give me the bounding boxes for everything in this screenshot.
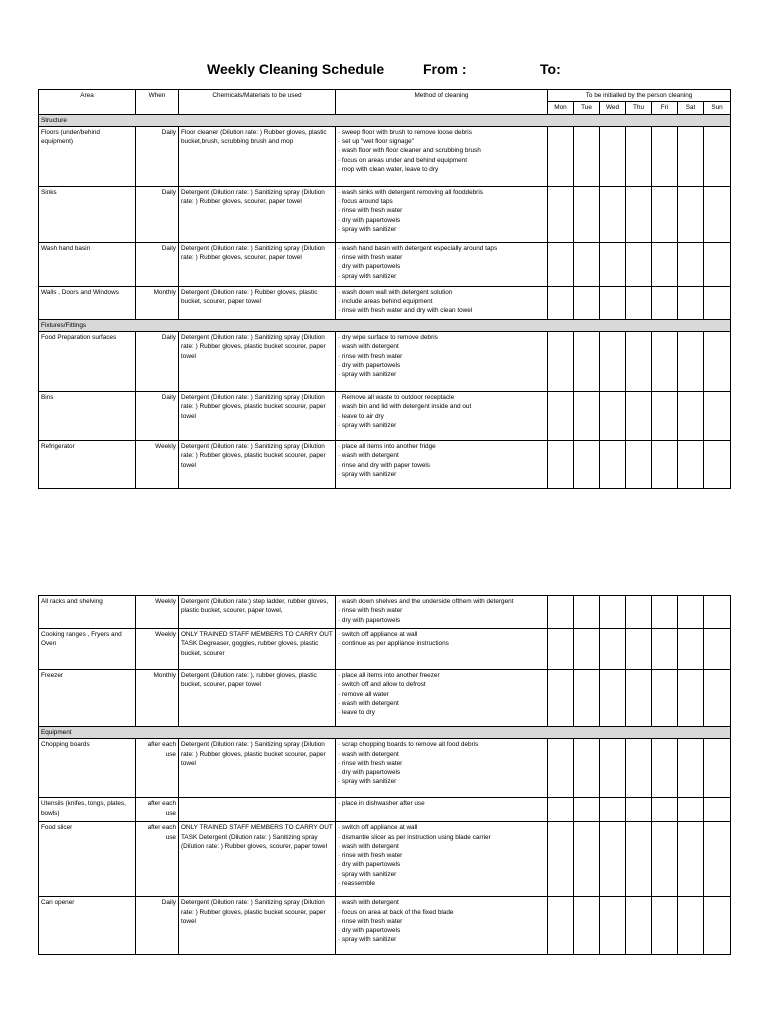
method-step: · wash bin and lid with detergent inside and out [338, 402, 545, 411]
initial-cell-tue[interactable] [574, 186, 600, 242]
initial-cell-wed[interactable] [600, 242, 626, 286]
initial-cell-thu[interactable] [626, 242, 652, 286]
chemicals-cell: Detergent (Dilution rate: ) Sanitizing spray (Dilution rate: ) Rubber gloves, scourer, paper towel [179, 242, 336, 286]
header-chemicals: Chemicals/Materials to be used [179, 90, 336, 115]
method-step: · dry with papertowels [338, 616, 545, 625]
method-step: · scrap chopping boards to remove all food debris [338, 740, 545, 749]
method-cell [336, 897, 548, 955]
initial-cell-mon[interactable] [548, 126, 574, 186]
chemicals-cell: Floor cleaner (Dilution rate: ) Rubber gloves, plastic bucket,brush, scrubbing brush and mop [179, 126, 336, 186]
initial-cell-mon[interactable] [548, 441, 574, 489]
from-label: From : [423, 61, 467, 77]
table-row [39, 286, 731, 319]
initial-cell-sat[interactable] [678, 822, 704, 897]
area-cell: Refrigerator [39, 441, 136, 489]
method-step: · include areas behind equipment [338, 297, 545, 306]
table-row [39, 822, 731, 897]
area-cell: Food slicer [39, 822, 136, 897]
method-step: · rinse and dry with paper towels [338, 461, 545, 470]
initial-cell-fri[interactable] [652, 392, 678, 441]
when-cell: Monthly [136, 286, 179, 319]
header-when: When [136, 90, 179, 115]
initial-cell-wed[interactable] [600, 332, 626, 392]
initial-cell-tue[interactable] [574, 441, 600, 489]
initial-cell-sun[interactable] [704, 596, 731, 629]
method-step: · spray with sanitizer [338, 272, 545, 281]
method-step: · wash floor with floor cleaner and scrubbing brush [338, 146, 545, 155]
when-cell: Weekly [136, 441, 179, 489]
chemicals-cell [179, 798, 336, 822]
initial-cell-fri[interactable] [652, 897, 678, 955]
method-step: · spray with sanitizer [338, 370, 545, 379]
initial-cell-mon[interactable] [548, 332, 574, 392]
initial-cell-sat[interactable] [678, 629, 704, 670]
initial-cell-mon[interactable] [548, 186, 574, 242]
initial-cell-wed[interactable] [600, 629, 626, 670]
table-row [39, 441, 731, 489]
chemicals-cell: ONLY TRAINED STAFF MEMBERS TO CARRY OUT TASK Detergent (Dilution rate: ) Sanitizing spray (Dilution rate: ) Rubber gloves, scourer, paper towel [179, 822, 336, 897]
method-cell [336, 739, 548, 798]
method-step: · rinse with fresh water [338, 352, 545, 361]
table-row [39, 596, 731, 629]
when-cell: after each use [136, 798, 179, 822]
method-cell [336, 441, 548, 489]
chemicals-cell: Detergent (Dilution rate: ) Rubber gloves, plastic bucket, scourer, paper towel [179, 286, 336, 319]
area-cell: Chopping boards [39, 739, 136, 798]
initial-cell-wed[interactable] [600, 186, 626, 242]
initial-cell-sun[interactable] [704, 392, 731, 441]
method-step: · rinse with fresh water [338, 606, 545, 615]
initial-cell-tue[interactable] [574, 286, 600, 319]
method-step: · dry with papertowels [338, 926, 545, 935]
table-row [39, 186, 731, 242]
header-area: Area [39, 90, 136, 115]
initial-cell-sat[interactable] [678, 126, 704, 186]
initial-cell-sun[interactable] [704, 670, 731, 727]
method-step: · wash hand basin with detergent especially around taps [338, 244, 545, 253]
method-step: · spray with sanitizer [338, 421, 545, 430]
method-cell [336, 186, 548, 242]
initial-cell-sat[interactable] [678, 897, 704, 955]
initial-cell-wed[interactable] [600, 441, 626, 489]
method-cell [336, 242, 548, 286]
table-row [39, 126, 731, 186]
initial-cell-thu[interactable] [626, 629, 652, 670]
initial-cell-thu[interactable] [626, 822, 652, 897]
method-step: · sweep floor with brush to remove loose debris [338, 128, 545, 137]
initial-cell-sat[interactable] [678, 670, 704, 727]
header-day: Thu [626, 102, 652, 114]
method-step: · Remove all waste to outdoor receptacle [338, 393, 545, 402]
header-day: Sun [704, 102, 731, 114]
schedule-table-1 [38, 89, 731, 489]
method-step: · mop with clean water, leave to dry [338, 165, 545, 174]
initial-cell-wed[interactable] [600, 739, 626, 798]
initial-cell-fri[interactable] [652, 822, 678, 897]
method-step: · spray with sanitizer [338, 935, 545, 944]
initial-cell-wed[interactable] [600, 126, 626, 186]
initial-cell-sat[interactable] [678, 798, 704, 822]
area-cell: Bins [39, 392, 136, 441]
area-cell: Can opener [39, 897, 136, 955]
method-cell [336, 670, 548, 727]
table-row [39, 798, 731, 822]
initial-cell-thu[interactable] [626, 392, 652, 441]
initial-cell-thu[interactable] [626, 897, 652, 955]
initial-cell-tue[interactable] [574, 822, 600, 897]
header-day: Mon [548, 102, 574, 114]
area-cell: Floors (under/behind equipment) [39, 126, 136, 186]
method-cell [336, 286, 548, 319]
method-step: · place all items into another fridge [338, 442, 545, 451]
method-step: · wash with detergent [338, 451, 545, 460]
initial-cell-sun[interactable] [704, 286, 731, 319]
header-method: Method of cleaning [336, 90, 548, 115]
method-step: · switch off appliance at wall [338, 823, 545, 832]
method-cell [336, 596, 548, 629]
table-1-body [39, 114, 731, 489]
initial-cell-thu[interactable] [626, 441, 652, 489]
when-cell: after each use [136, 822, 179, 897]
initial-cell-fri[interactable] [652, 739, 678, 798]
chemicals-cell: Detergent (Dilution rate: ) Sanitizing spray (Dilution rate: ) Rubber gloves, plastic bucket scourer, paper towel [179, 739, 336, 798]
table-row [39, 332, 731, 392]
initial-cell-thu[interactable] [626, 596, 652, 629]
initial-cell-wed[interactable] [600, 822, 626, 897]
method-step: · place in dishwasher after use [338, 799, 545, 808]
when-cell: after each use [136, 739, 179, 798]
when-cell: Daily [136, 897, 179, 955]
method-step: · dry wipe surface to remove debris [338, 333, 545, 342]
initial-cell-fri[interactable] [652, 441, 678, 489]
method-cell [336, 822, 548, 897]
initial-cell-thu[interactable] [626, 126, 652, 186]
initial-cell-sat[interactable] [678, 332, 704, 392]
chemicals-cell: Detergent (Dilution rate: ) Sanitizing spray (Dilution rate: ) Rubber gloves, plastic bucket scourer, paper towel [179, 897, 336, 955]
table-2-body [39, 596, 731, 955]
chemicals-cell: Detergent (Dilution rate: ) Sanitizing spray (Dilution rate: ) Rubber gloves, plastic bucket scourer, paper towel [179, 332, 336, 392]
initial-cell-thu[interactable] [626, 670, 652, 727]
method-step: · wash sinks with detergent removing all fooddebris [338, 188, 545, 197]
initial-cell-sun[interactable] [704, 242, 731, 286]
when-cell: Daily [136, 186, 179, 242]
initial-cell-wed[interactable] [600, 670, 626, 727]
method-cell [336, 126, 548, 186]
method-cell [336, 392, 548, 441]
initial-cell-mon[interactable] [548, 596, 574, 629]
initial-cell-tue[interactable] [574, 629, 600, 670]
method-cell [336, 332, 548, 392]
method-step: · rinse with fresh water [338, 851, 545, 860]
initial-cell-wed[interactable] [600, 798, 626, 822]
initial-cell-tue[interactable] [574, 392, 600, 441]
section-row [39, 727, 731, 739]
initial-cell-tue[interactable] [574, 126, 600, 186]
header-day: Wed [600, 102, 626, 114]
initial-cell-sat[interactable] [678, 596, 704, 629]
method-step: · wash down wall with detergent solution [338, 288, 545, 297]
method-step: · rinse with fresh water [338, 253, 545, 262]
initial-cell-fri[interactable] [652, 798, 678, 822]
initial-cell-mon[interactable] [548, 242, 574, 286]
initial-cell-mon[interactable] [548, 798, 574, 822]
initial-cell-thu[interactable] [626, 332, 652, 392]
initial-cell-fri[interactable] [652, 126, 678, 186]
initial-cell-fri[interactable] [652, 286, 678, 319]
section-heading: Equipment [39, 727, 731, 739]
header-day: Fri [652, 102, 678, 114]
initial-cell-mon[interactable] [548, 629, 574, 670]
initial-cell-thu[interactable] [626, 186, 652, 242]
initial-cell-sat[interactable] [678, 739, 704, 798]
when-cell: Weekly [136, 596, 179, 629]
initial-cell-sun[interactable] [704, 822, 731, 897]
method-step: · dry with papertowels [338, 860, 545, 869]
method-step: · dry with papertowels [338, 262, 545, 271]
to-label: To: [540, 61, 561, 77]
method-step: · remove all water [338, 690, 545, 699]
method-step: · wash down shelves and the underside ofthem with detergent [338, 597, 545, 606]
method-step: · continue as per appliance instructions [338, 639, 545, 648]
method-step: · rinse with fresh water [338, 917, 545, 926]
method-step: · wash with detergent [338, 898, 545, 907]
chemicals-cell: Detergent (Dilution rate:) step ladder, rubber gloves, plastic bucket, scourer, paper towel, [179, 596, 336, 629]
initial-cell-mon[interactable] [548, 822, 574, 897]
method-step: · spray with sanitizer [338, 225, 545, 234]
initial-cell-fri[interactable] [652, 186, 678, 242]
initial-cell-tue[interactable] [574, 670, 600, 727]
when-cell: Daily [136, 126, 179, 186]
area-cell: Freezer [39, 670, 136, 727]
initial-cell-sun[interactable] [704, 332, 731, 392]
initial-cell-sun[interactable] [704, 897, 731, 955]
initial-cell-tue[interactable] [574, 596, 600, 629]
method-cell [336, 629, 548, 670]
area-cell: Sinks [39, 186, 136, 242]
initial-cell-thu[interactable] [626, 739, 652, 798]
initial-cell-sat[interactable] [678, 392, 704, 441]
initial-cell-thu[interactable] [626, 798, 652, 822]
method-step: · dismantle slicer as per instruction using blade carrier [338, 833, 545, 842]
table-row [39, 392, 731, 441]
initial-cell-wed[interactable] [600, 286, 626, 319]
area-cell: All racks and shelving [39, 596, 136, 629]
method-step: · focus around taps [338, 197, 545, 206]
initial-cell-tue[interactable] [574, 798, 600, 822]
method-step: · wash with detergent [338, 699, 545, 708]
header-initials: To be initialled by the person cleaning [548, 90, 731, 102]
initial-cell-sat[interactable] [678, 186, 704, 242]
table-row [39, 897, 731, 955]
method-step: · switch off and allow to defrost [338, 680, 545, 689]
method-step: · focus on area at back of the fixed blade [338, 908, 545, 917]
initial-cell-sun[interactable] [704, 798, 731, 822]
section-heading: Structure [39, 114, 731, 126]
initial-cell-mon[interactable] [548, 670, 574, 727]
page-title: Weekly Cleaning Schedule [207, 61, 385, 77]
method-step: · rinse with fresh water [338, 206, 545, 215]
table-row [39, 242, 731, 286]
method-step: · switch off appliance at wall [338, 630, 545, 639]
initial-cell-sun[interactable] [704, 126, 731, 186]
method-step: · leave to air dry [338, 412, 545, 421]
method-step: · dry with papertowels [338, 361, 545, 370]
area-cell: Utensils (knifes, tongs, plates, bowls) [39, 798, 136, 822]
area-cell: Food Preparation surfaces [39, 332, 136, 392]
section-row [39, 114, 731, 126]
initial-cell-sat[interactable] [678, 441, 704, 489]
initial-cell-tue[interactable] [574, 897, 600, 955]
schedule-table-2 [38, 595, 731, 955]
initial-cell-sat[interactable] [678, 242, 704, 286]
initial-cell-sun[interactable] [704, 186, 731, 242]
header-day: Tue [574, 102, 600, 114]
table-row [39, 670, 731, 727]
initial-cell-sun[interactable] [704, 441, 731, 489]
initial-cell-tue[interactable] [574, 332, 600, 392]
initial-cell-fri[interactable] [652, 629, 678, 670]
method-step: · spray with sanitizer [338, 470, 545, 479]
initial-cell-wed[interactable] [600, 897, 626, 955]
section-row [39, 319, 731, 331]
section-heading: Fixtures/Fittings [39, 319, 731, 331]
initial-cell-sat[interactable] [678, 286, 704, 319]
method-step: · dry with papertowels [338, 768, 545, 777]
method-cell [336, 798, 548, 822]
initial-cell-tue[interactable] [574, 739, 600, 798]
method-step: · spray with sanitizer [338, 777, 545, 786]
initial-cell-fri[interactable] [652, 670, 678, 727]
when-cell: Monthly [136, 670, 179, 727]
table-row [39, 629, 731, 670]
initial-cell-mon[interactable] [548, 897, 574, 955]
area-cell: Walls , Doors and Windows [39, 286, 136, 319]
method-step: · rinse with fresh water and dry with clean towel [338, 306, 545, 315]
method-step: · dry with papertowels [338, 216, 545, 225]
initial-cell-mon[interactable] [548, 739, 574, 798]
initial-cell-fri[interactable] [652, 242, 678, 286]
chemicals-cell: Detergent (Dilution rate: ) Sanitizing spray (Dilution rate: ) Rubber gloves, plastic bucket scourer, paper towel [179, 441, 336, 489]
method-step: · spray with sanitizer [338, 870, 545, 879]
initial-cell-mon[interactable] [548, 392, 574, 441]
initial-cell-fri[interactable] [652, 332, 678, 392]
method-step: · place all items into another freezer [338, 671, 545, 680]
chemicals-cell: Detergent (Dilution rate: ), rubber gloves, plastic bucket, scourer, paper towel [179, 670, 336, 727]
initial-cell-wed[interactable] [600, 392, 626, 441]
method-step: · reassemble [338, 879, 545, 888]
when-cell: Daily [136, 392, 179, 441]
initial-cell-thu[interactable] [626, 286, 652, 319]
method-step: · set up "wet floor signage" [338, 137, 545, 146]
initial-cell-mon[interactable] [548, 286, 574, 319]
initial-cell-sun[interactable] [704, 629, 731, 670]
area-cell: Wash hand basin [39, 242, 136, 286]
chemicals-cell: Detergent (Dilution rate: ) Sanitizing spray (Dilution rate: ) Rubber gloves, plastic bucket scourer, paper towel [179, 392, 336, 441]
initial-cell-tue[interactable] [574, 242, 600, 286]
method-step: · leave to dry [338, 708, 545, 717]
chemicals-cell: Detergent (Dilution rate: ) Sanitizing spray (Dilution rate: ) Rubber gloves, scourer, paper towel [179, 186, 336, 242]
method-step: · rinse with fresh water [338, 759, 545, 768]
method-step: · wash with detergent [338, 750, 545, 759]
method-step: · focus on areas under and behind equipment [338, 156, 545, 165]
area-cell: Cooking ranges , Fryers and Oven [39, 629, 136, 670]
header-day: Sat [678, 102, 704, 114]
chemicals-cell: ONLY TRAINED STAFF MEMBERS TO CARRY OUT TASK Degreaser, goggles, rubber gloves, plastic bucket, scourer [179, 629, 336, 670]
when-cell: Daily [136, 332, 179, 392]
initial-cell-fri[interactable] [652, 596, 678, 629]
initial-cell-wed[interactable] [600, 596, 626, 629]
method-step: · wash with detergent [338, 842, 545, 851]
when-cell: Weekly [136, 629, 179, 670]
when-cell: Daily [136, 242, 179, 286]
method-step: · wash with detergent [338, 342, 545, 351]
initial-cell-sun[interactable] [704, 739, 731, 798]
table-row [39, 739, 731, 798]
